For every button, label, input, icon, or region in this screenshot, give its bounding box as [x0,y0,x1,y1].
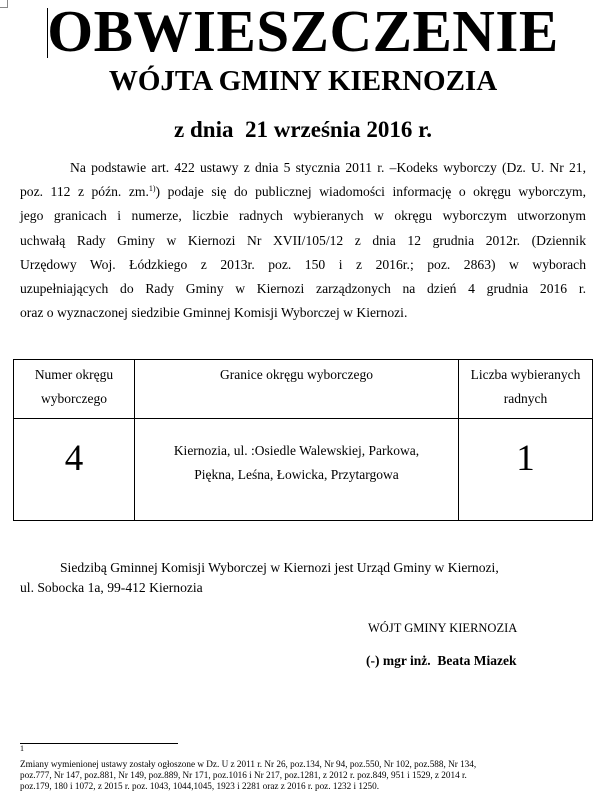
footnote-reference: 1) [148,184,156,194]
document-title: OBWIESZCZENIE [47,0,559,64]
footnote [20,744,586,792]
intro-line: uchwałą Rady Gminy w Kiernozi Nr XVII/105/12 z dnia 12 grudnia 2012r. (Dziennik [20,232,586,248]
intro-line-part: poz. 112 z późn. zm. [20,184,149,200]
footnote-line: poz.179, 180 i 1072, z 2015 r. poz. 1043, 1044,1045, 1923 i 2281 oraz z 2016 r. poz. 1232 i 1250. [20,781,380,791]
intro-line [20,180,586,204]
document-date: z dnia 21 września 2016 r. [174,117,432,142]
header-councillor-count [459,360,593,419]
header-text: Granice okręgu wyborczego [220,367,373,382]
borders-text: Piękna, Leśna, Łowicka, Przytargowa [194,467,399,482]
header-text: Liczba wybieranych [470,367,581,382]
councillor-count-cell: 1 [459,419,593,521]
district-borders-cell [135,419,459,521]
intro-line: uzupełniających do Rady Gminy w Kiernozi zarządzonych na dzień 4 grudnia 2016 r. [20,280,586,296]
district-table [13,359,593,521]
header-district-borders [135,360,459,419]
seat-line: Siedzibą Gminnej Komisji Wyborczej w Kiernozi jest Urząd Gminy w Kiernozi, [60,560,499,575]
header-text: radnych [503,391,548,406]
table-header-row [14,360,593,419]
commission-seat-paragraph [20,558,586,598]
intro-paragraph [20,156,586,325]
signature-name: (-) mgr inż. Beata Miazek [366,653,517,668]
footnote-line: poz.777, Nr 147, poz.881, Nr 149, poz.889, Nr 171, poz.1016 i Nr 217, poz.1281, z 2012 r. poz.849, 951 i 1529, z 2014 r. [20,770,467,780]
header-district-number [14,360,135,419]
header-text: Numer okręgu [34,367,114,382]
intro-line: Na podstawie art. 422 ustawy z dnia 5 stycznia 2011 r. –Kodeks wyborczy (Dz. U. Nr 21, [70,160,586,175]
footnote-line [20,744,586,770]
header-text: wyborczego [41,391,107,406]
signature-role: WÓJT GMINY KIERNOZIA [368,621,518,635]
document-subtitle: WÓJTA GMINY KIERNOZIA [108,65,498,97]
borders-text: Kiernozia, ul. :Osiedle Walewskiej, Parkowa, [173,443,420,458]
intro-line: Urzędowy Woj. Łódzkiego z 2013r. poz. 150 i z 2016r.; poz. 2863) w wyborach [20,256,586,272]
intro-line: oraz o wyznaczonej siedzibie Gminnej Komisji Wyborczej w Kiernozi. [20,305,408,321]
intro-line: jego granicach i numerze, liczbie radnych wybieranych w okręgu wyborczym utworzonym [20,208,586,224]
district-number-cell: 4 [14,419,135,521]
intro-line-part: ) podaje się do publicznej wiadomości informację o okręgu wyborczym, [155,184,587,200]
seat-line: ul. Sobocka 1a, 99-412 Kiernozia [20,580,203,595]
footnote-marker: 1 [20,744,24,753]
table-row [14,419,593,521]
footnote-text: Zmiany wymienionej ustawy zostały ogłoszone w Dz. U z 2011 r. Nr 26, poz.134, Nr 94, poz.550, Nr 102, poz.588, Nr 134, [20,759,477,769]
footnote-separator [20,743,178,744]
